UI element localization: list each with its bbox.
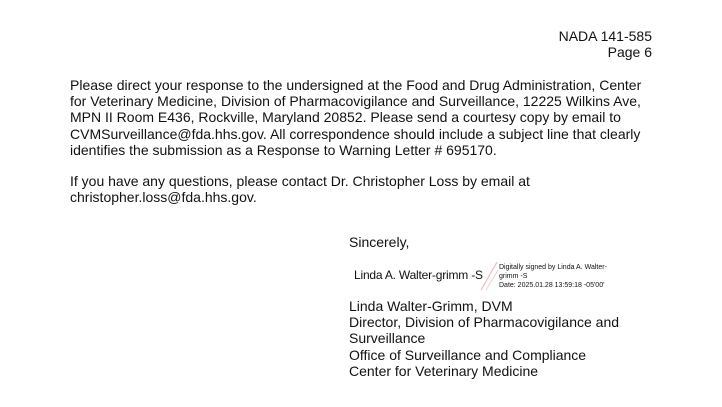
paragraph-line: for Veterinary Medicine, Division of Pharmacovigilance and Surveillance, 12225 Wilkins Ave, xyxy=(70,93,641,110)
signature-details xyxy=(499,263,639,290)
paragraph-line: MPN II Room E436, Rockville, Maryland 20852. Please send a courtesy copy by email to xyxy=(70,109,621,126)
page-number: Page 6 xyxy=(607,44,652,60)
signature-detail-line: grimm -S xyxy=(499,273,528,280)
paragraph-line: christopher.loss@fda.hhs.gov. xyxy=(70,189,257,206)
paragraph-line: identifies the submission as a Response to Warning Letter # 695170. xyxy=(70,141,497,158)
signer-title-continued: Surveillance xyxy=(349,330,426,347)
signature-stamp-icon xyxy=(478,260,500,292)
signer-office: Office of Surveillance and Compliance xyxy=(349,346,587,363)
signer-center: Center for Veterinary Medicine xyxy=(349,362,539,379)
signature-name: Linda A. Walter-grimm -S xyxy=(354,268,483,282)
contact-paragraph xyxy=(70,173,670,205)
signer-title: Director, Division of Pharmacovigilance and xyxy=(349,314,620,331)
document-number: NADA 141-585 xyxy=(558,28,652,44)
paragraph-line: If you have any questions, please contact Dr. Christopher Loss by email at xyxy=(70,173,530,189)
response-instructions-paragraph xyxy=(70,77,670,158)
digital-signature xyxy=(352,260,652,294)
signer-block xyxy=(349,298,619,379)
signature-detail-line: Date: 2025.01.28 13:59:18 -05'00' xyxy=(499,282,605,289)
closing-salutation: Sincerely, xyxy=(349,234,410,250)
paragraph-line: CVMSurveillance@fda.hhs.gov. All correspondence should include a subject line that clearly xyxy=(70,125,641,142)
signer-name: Linda Walter-Grimm, DVM xyxy=(349,298,513,314)
paragraph-line: Please direct your response to the undersigned at the Food and Drug Administration, Center xyxy=(70,77,642,93)
page-header xyxy=(559,28,652,60)
signature-detail-line: Digitally signed by Linda A. Walter- xyxy=(499,264,607,271)
